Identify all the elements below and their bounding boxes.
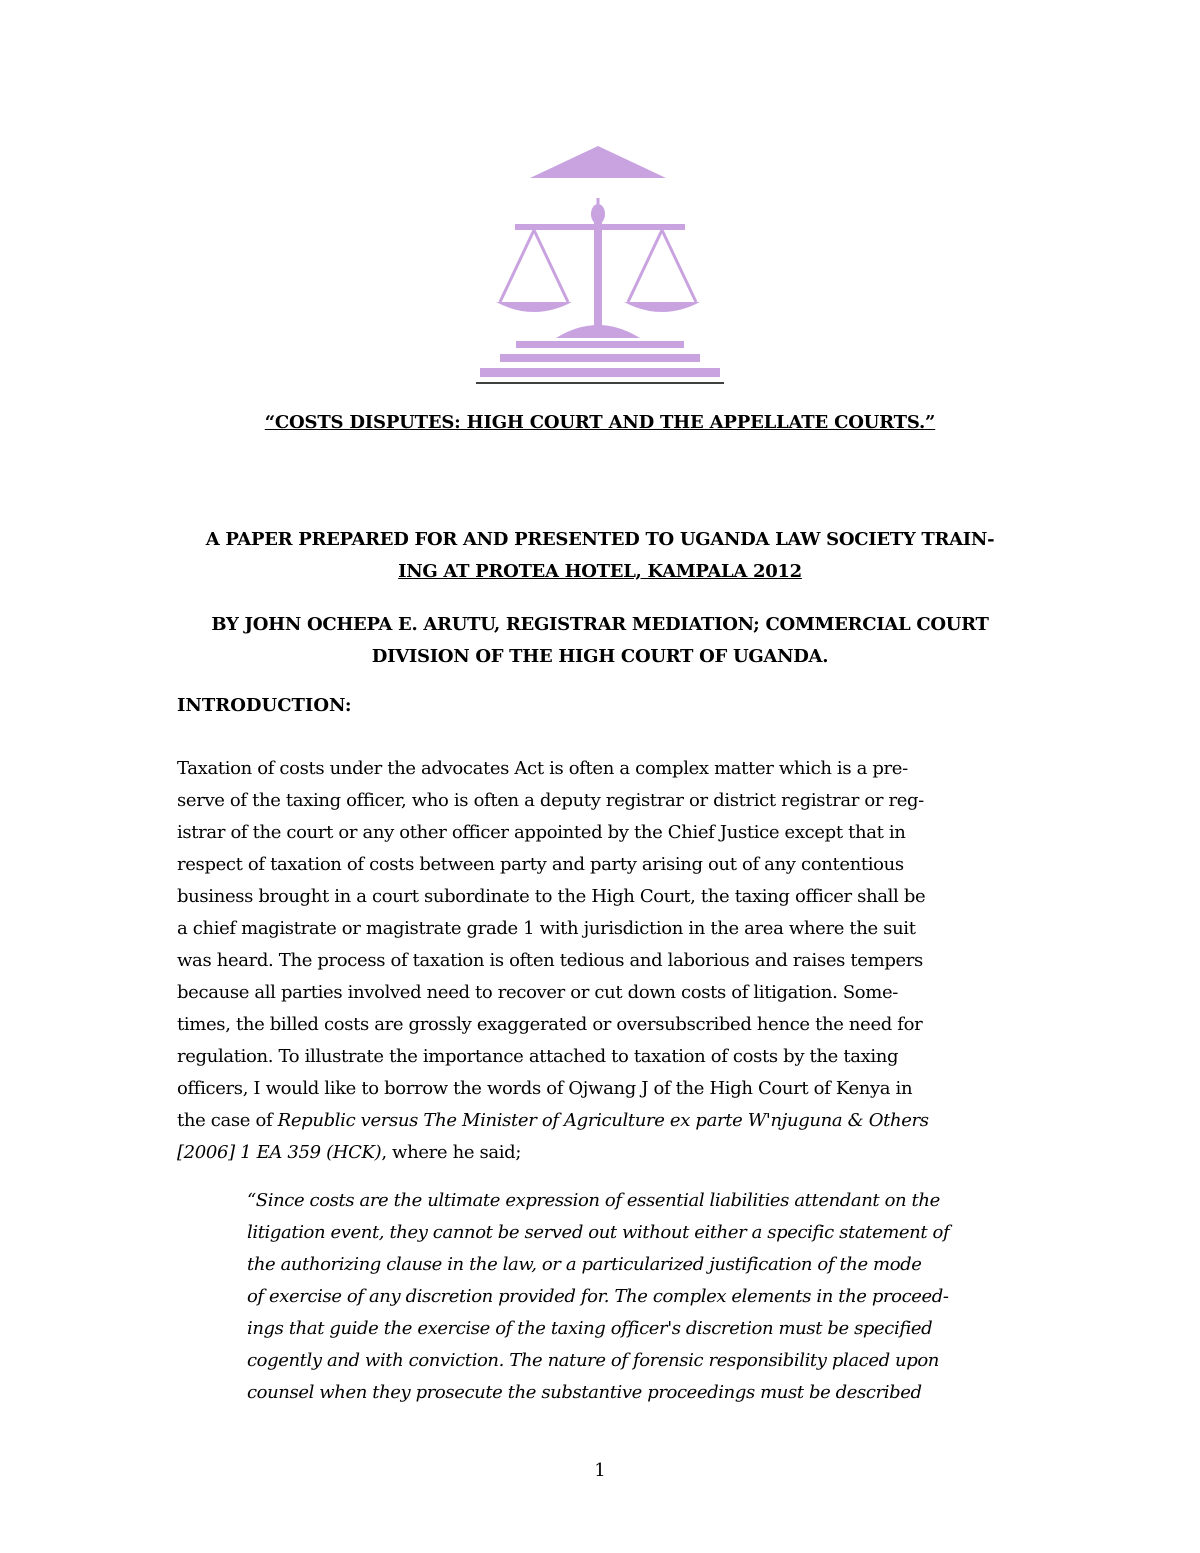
document-subtitle <box>160 524 1040 588</box>
case-citation: [2006] 1 EA 359 (HCK) <box>177 1142 382 1163</box>
body-line: business brought in a court subordinate to the High Court, the taxing officer shall be <box>177 886 926 907</box>
body-line <box>177 1105 1037 1137</box>
body-line: istrar of the court or any other officer appointed by the Chief Justice except that in <box>177 822 906 843</box>
body-line: was heard. The process of taxation is often tedious and laborious and raises tempers <box>177 950 923 971</box>
subtitle-line: A PAPER PREPARED FOR AND PRESENTED TO UGANDA LAW SOCIETY TRAIN- <box>205 529 995 550</box>
document-title: “COSTS DISPUTES: HIGH COURT AND THE APPELLATE COURTS.” <box>264 412 936 433</box>
body-line: Taxation of costs under the advocates Act is often a complex matter which is a pre- <box>177 758 908 779</box>
body-text: , where he said; <box>381 1142 522 1163</box>
quote-line: counsel when they prosecute the substantive proceedings must be described <box>247 1382 922 1403</box>
subtitle-line: ING AT PROTEA HOTEL, KAMPALA 2012 <box>398 561 802 582</box>
body-text: the case of <box>177 1110 278 1131</box>
scales-of-justice-icon <box>470 140 730 385</box>
author-line: BY JOHN OCHEPA E. ARUTU, REGISTRAR MEDIATION; COMMERCIAL COURT <box>211 614 989 635</box>
body-line: serve of the taxing officer, who is often a deputy registrar or district registrar or reg- <box>177 790 924 811</box>
body-line: respect of taxation of costs between party and party arising out of any contentious <box>177 854 904 875</box>
body-paragraph <box>177 753 1037 1169</box>
page-number: 1 <box>594 1460 606 1481</box>
body-line: regulation. To illustrate the importance attached to taxation of costs by the taxing <box>177 1046 899 1067</box>
body-line: officers, I would like to borrow the words of Ojwang J of the High Court of Kenya in <box>177 1078 913 1099</box>
body-line: times, the billed costs are grossly exaggerated or oversubscribed hence the need for <box>177 1014 923 1035</box>
body-line: because all parties involved need to recover or cut down costs of litigation. Some- <box>177 982 899 1003</box>
quote-line: cogently and with conviction. The nature of forensic responsibility placed upon <box>247 1350 939 1371</box>
author-byline <box>160 609 1040 673</box>
case-name: Republic versus The Minister of Agriculture ex parte W'njuguna & Others <box>277 1110 929 1131</box>
quote-line: of exercise of any discretion provided for. The complex elements in the proceed- <box>247 1286 949 1307</box>
block-quote <box>247 1185 1047 1409</box>
quote-line: ings that guide the exercise of the taxing officer's discretion must be specified <box>247 1318 933 1339</box>
quote-line: litigation event, they cannot be served out without either a specific statement of <box>247 1222 950 1243</box>
quote-line: “Since costs are the ultimate expression of essential liabilities attendant on the <box>247 1190 940 1211</box>
body-line: a chief magistrate or magistrate grade 1 with jurisdiction in the area where the suit <box>177 918 916 939</box>
section-heading: INTRODUCTION: <box>177 695 352 716</box>
body-line <box>177 1137 1037 1169</box>
quote-line: the authorizing clause in the law, or a particularized justification of the mode <box>247 1254 922 1275</box>
author-line: DIVISION OF THE HIGH COURT OF UGANDA. <box>371 646 829 667</box>
